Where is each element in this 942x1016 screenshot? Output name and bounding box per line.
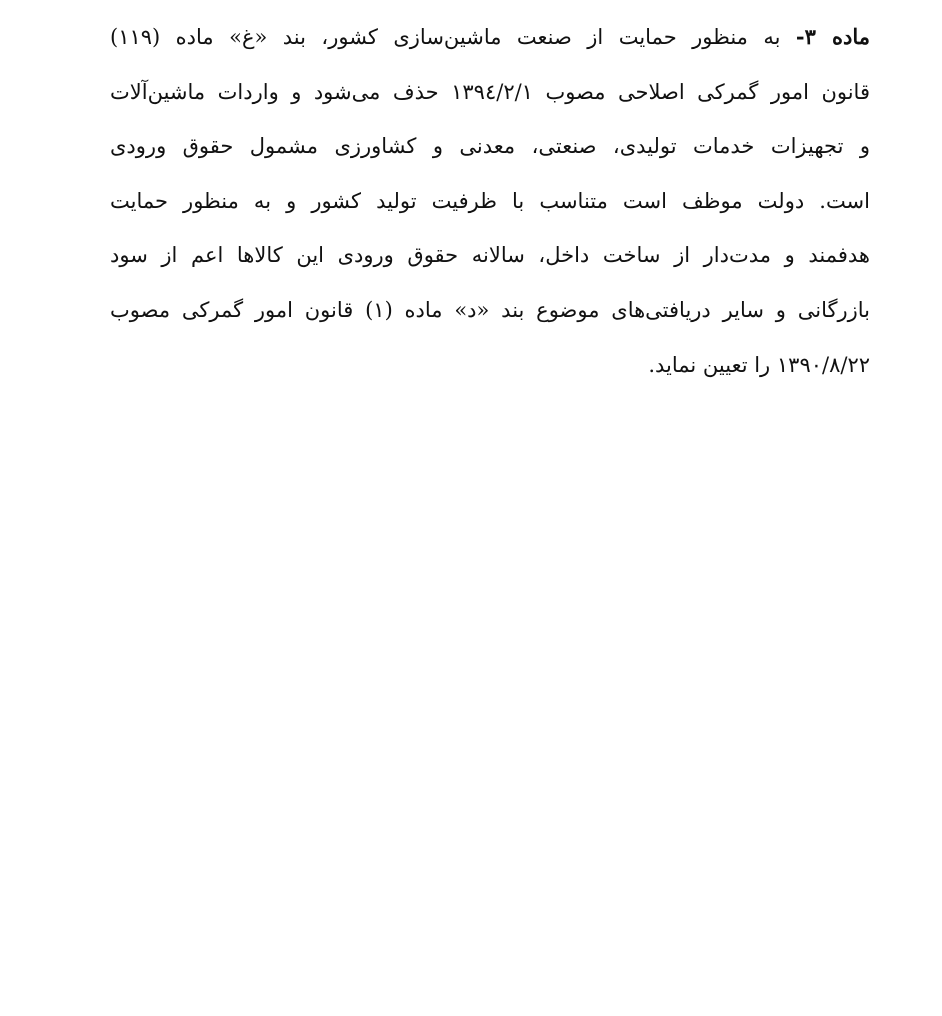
- article-heading: ماده ۳-: [795, 24, 870, 49]
- article-line-2: قانون امور گمرکی اصلاحی مصوب ۱۳۹٤/۲/۱ حذف می‌شود و واردات ماشین‌آلات: [110, 79, 870, 104]
- article-line-5: هدفمند و مدت‌دار از ساخت داخل، سالانه حقوق ورودی این کالاها اعم از سود: [110, 243, 870, 268]
- article-line-4: است. دولت موظف است متناسب با ظرفیت تولید کشور و به منظور حمایت: [110, 188, 870, 213]
- article-text-1: به منظور حمایت از صنعت ماشین‌سازی کشور، بند «غ» ماده (۱۱۹): [110, 25, 781, 49]
- article-line-1: [110, 10, 870, 65]
- article-line-7: ۱۳۹۰/۸/۲۲ را تعیین نماید.: [648, 352, 870, 377]
- article-3: [110, 10, 870, 392]
- article-line-6: بازرگانی و سایر دریافتی‌های موضوع بند «د» ماده (۱) قانون امور گمرکی مصوب: [110, 297, 870, 322]
- article-line-3: و تجهیزات خدمات تولیدی، صنعتی، معدنی و کشاورزی مشمول حقوق ورودی: [110, 134, 870, 159]
